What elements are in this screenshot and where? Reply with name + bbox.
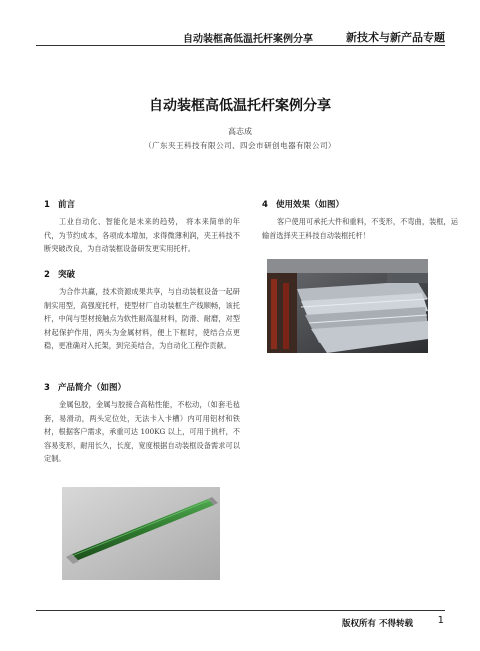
section-heading — [44, 381, 240, 393]
factory-line-image — [267, 259, 428, 353]
rod-image — [62, 487, 220, 580]
running-header-section: 新技术与新产品专题 — [346, 31, 445, 44]
section-heading — [44, 268, 240, 280]
section-number: 3 — [44, 383, 50, 393]
section-title: 突破 — [58, 270, 76, 280]
section-body: 客户使用可承托大件和重料，不变形，不弯曲，装框，运输首选择夹王科技自动装框托杆！ — [262, 217, 458, 240]
section-number: 4 — [262, 200, 268, 210]
section-number: 1 — [44, 200, 50, 210]
section-title: 使用效果（如图） — [276, 200, 345, 210]
section-body: 为合作共赢，技术资源成果共享，与自动装框设备一起研制实用型，高强度托杆，使型材厂自动装框生产线顺畅，该托杆，中间与型材接触点为软性耐高温材料，防滑、耐磨，对型材起保护作用，两头为金属材料，便上下框时，使结合点更稳，更准确对入托架，到完美结合，为自动化工程作贡献。 — [44, 287, 240, 351]
section-body: 工业自动化、智能化是未来的趋势， 将本来简单的年代，为节约成本，各项成本增加，求得微薄利润，夹王科技不断突破改良，为自动装框设备研发更实用托杆。 — [44, 217, 240, 254]
section-body: 金属包胶，金属与胶接合高粘性能，不松动，（如套毛毡套，易滑动，两头定位处，无法卡入卡槽）内可用铝材和铁材，根据客户需求，承重可达 100KG 以上，可用于挑杆，不容易变形，耐用长久，长度，宽度根据自动装框设备需求可以定制。 — [44, 400, 240, 464]
section-introduction — [44, 198, 240, 256]
running-header-title: 自动装框高低温托杆案例分享 — [183, 34, 313, 45]
copyright-notice: 版权所有 不得转载 — [342, 619, 413, 629]
header-divider — [36, 45, 445, 46]
article-author: 高志成 — [228, 127, 252, 136]
footer-divider — [36, 610, 445, 611]
article-affiliation: （广东夹王科技有限公司、四会市研创电器有限公司） — [144, 141, 336, 150]
section-breakthrough — [44, 268, 240, 353]
page-number: 1 — [437, 615, 444, 626]
product-rod-photo — [62, 487, 220, 580]
section-title: 产品简介（如图） — [58, 383, 127, 393]
section-title: 前言 — [58, 200, 76, 210]
section-product-intro — [44, 381, 240, 466]
section-number: 2 — [44, 270, 50, 280]
section-heading — [262, 198, 458, 210]
article-title: 自动装框高低温托杆案例分享 — [149, 98, 331, 114]
usage-effect-photo — [267, 259, 428, 353]
right-column — [262, 198, 458, 242]
section-heading — [44, 198, 240, 210]
